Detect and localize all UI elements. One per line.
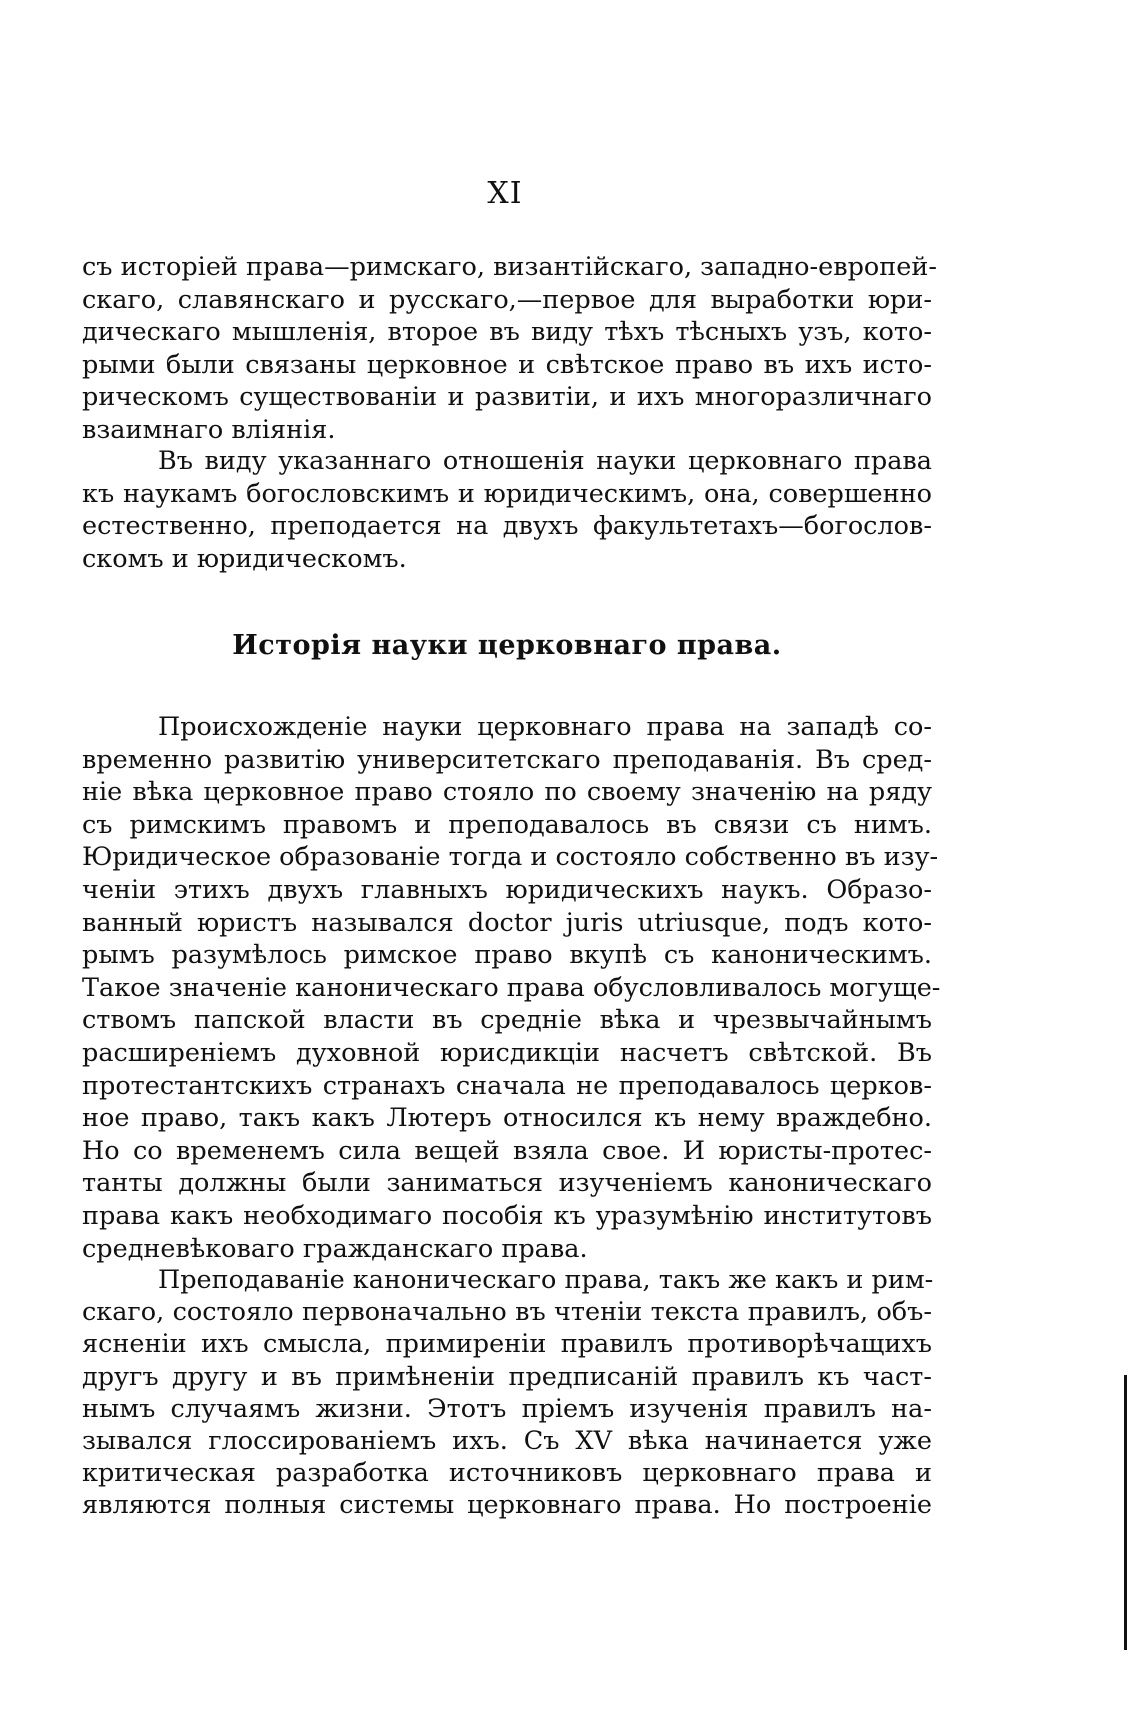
text-line: дическаго мышленія, второе въ виду тѣхъ тѣсныхъ узъ, кото- — [82, 317, 932, 347]
text-line: ясненіи ихъ смысла, примиреніи правилъ противорѣчащихъ — [82, 1329, 932, 1360]
text-line: скаго, славянскаго и русскаго,—первое для выработки юри- — [82, 284, 932, 315]
paragraph-3 — [82, 711, 941, 1265]
text-line: нымъ случаямъ жизни. Этотъ пріемъ изученія правилъ на- — [82, 1393, 932, 1424]
paragraph-2 — [82, 445, 932, 575]
text-line: скомъ и юридическомъ. — [82, 543, 407, 574]
text-line: Но со временемъ сила вещей взяла свое. И юристы-протес- — [82, 1135, 932, 1166]
text-line: другъ другу и въ примѣненіи предписаній правилъ къ част- — [82, 1361, 932, 1392]
text-line: ствомъ папской власти въ средніе вѣка и чрезвычайнымъ — [82, 1005, 932, 1036]
text-line: взаимнаго вліянія. — [82, 414, 336, 445]
page-edge-rule — [1124, 1375, 1127, 1650]
text-line: Юридическое образованіе тогда и состояло собственно въ изу- — [82, 842, 939, 873]
text-line: рымъ разумѣлось римское право вкупѣ съ каноническимъ. — [82, 940, 932, 971]
text-line: съ римскимъ правомъ и преподавалось въ связи съ нимъ. — [82, 809, 932, 840]
text-line: къ наукамъ богословскимъ и юридическимъ, она, совершенно — [82, 478, 932, 509]
page-number: XI — [487, 176, 523, 211]
text-line: средневѣковаго гражданскаго права. — [82, 1233, 588, 1264]
text-line: рическомъ существованіи и развитіи, и ихъ многоразличнаго — [82, 382, 932, 412]
text-line: Преподаваніе каноническаго права, такъ же какъ и рим- — [158, 1265, 934, 1295]
text-line: зывался глоссированіемъ ихъ. Съ XV вѣка начинается уже — [82, 1425, 932, 1456]
text-line: ванный юристъ назывался doctor juris utriusque, подъ кото- — [82, 907, 932, 938]
text-line: рыми были связаны церковное и свѣтское право въ ихъ исто- — [82, 349, 932, 380]
text-line: ніе вѣка церковное право стояло по своему значенію на ряду — [82, 777, 932, 808]
text-line: права какъ необходимаго пособія къ уразумѣнію институтовъ — [82, 1200, 932, 1231]
paragraph-1 — [82, 251, 937, 446]
text-line: Такое значеніе каноническаго права обусловливалось могуще- — [82, 972, 941, 1003]
text-line: Въ виду указаннаго отношенія науки церковнаго права — [158, 446, 932, 476]
text-line: естественно, преподается на двухъ факультетахъ—богослов- — [82, 511, 932, 541]
text-line: танты должны были заниматься изученіемъ каноническаго — [82, 1168, 932, 1199]
text-line: критическая разработка источниковъ церковнаго права и — [82, 1458, 932, 1489]
text-line: расширеніемъ духовной юрисдикціи насчетъ свѣтской. Въ — [82, 1037, 932, 1068]
paragraph-4 — [82, 1264, 932, 1522]
text-line: Происхожденіе науки церковнаго права на западѣ со- — [158, 712, 932, 742]
section-heading: Исторія науки церковнаго права. — [232, 630, 782, 661]
text-line: ченіи этихъ двухъ главныхъ юридическихъ наукъ. Образо- — [82, 874, 932, 905]
text-line: протестантскихъ странахъ сначала не преподавалось церков- — [82, 1070, 932, 1101]
text-line: являются полныя системы церковнаго права. Но построеніе — [82, 1490, 932, 1521]
text-line: съ исторіей права—римскаго, византійскаго, западно-европей- — [82, 252, 937, 282]
text-line: ное право, такъ какъ Лютеръ относился къ нему враждебно. — [82, 1103, 932, 1134]
text-line: временно развитію университетскаго преподаванія. Въ сред- — [82, 744, 932, 775]
text-line: скаго, состояло первоначально въ чтеніи текста правилъ, объ- — [82, 1297, 932, 1328]
